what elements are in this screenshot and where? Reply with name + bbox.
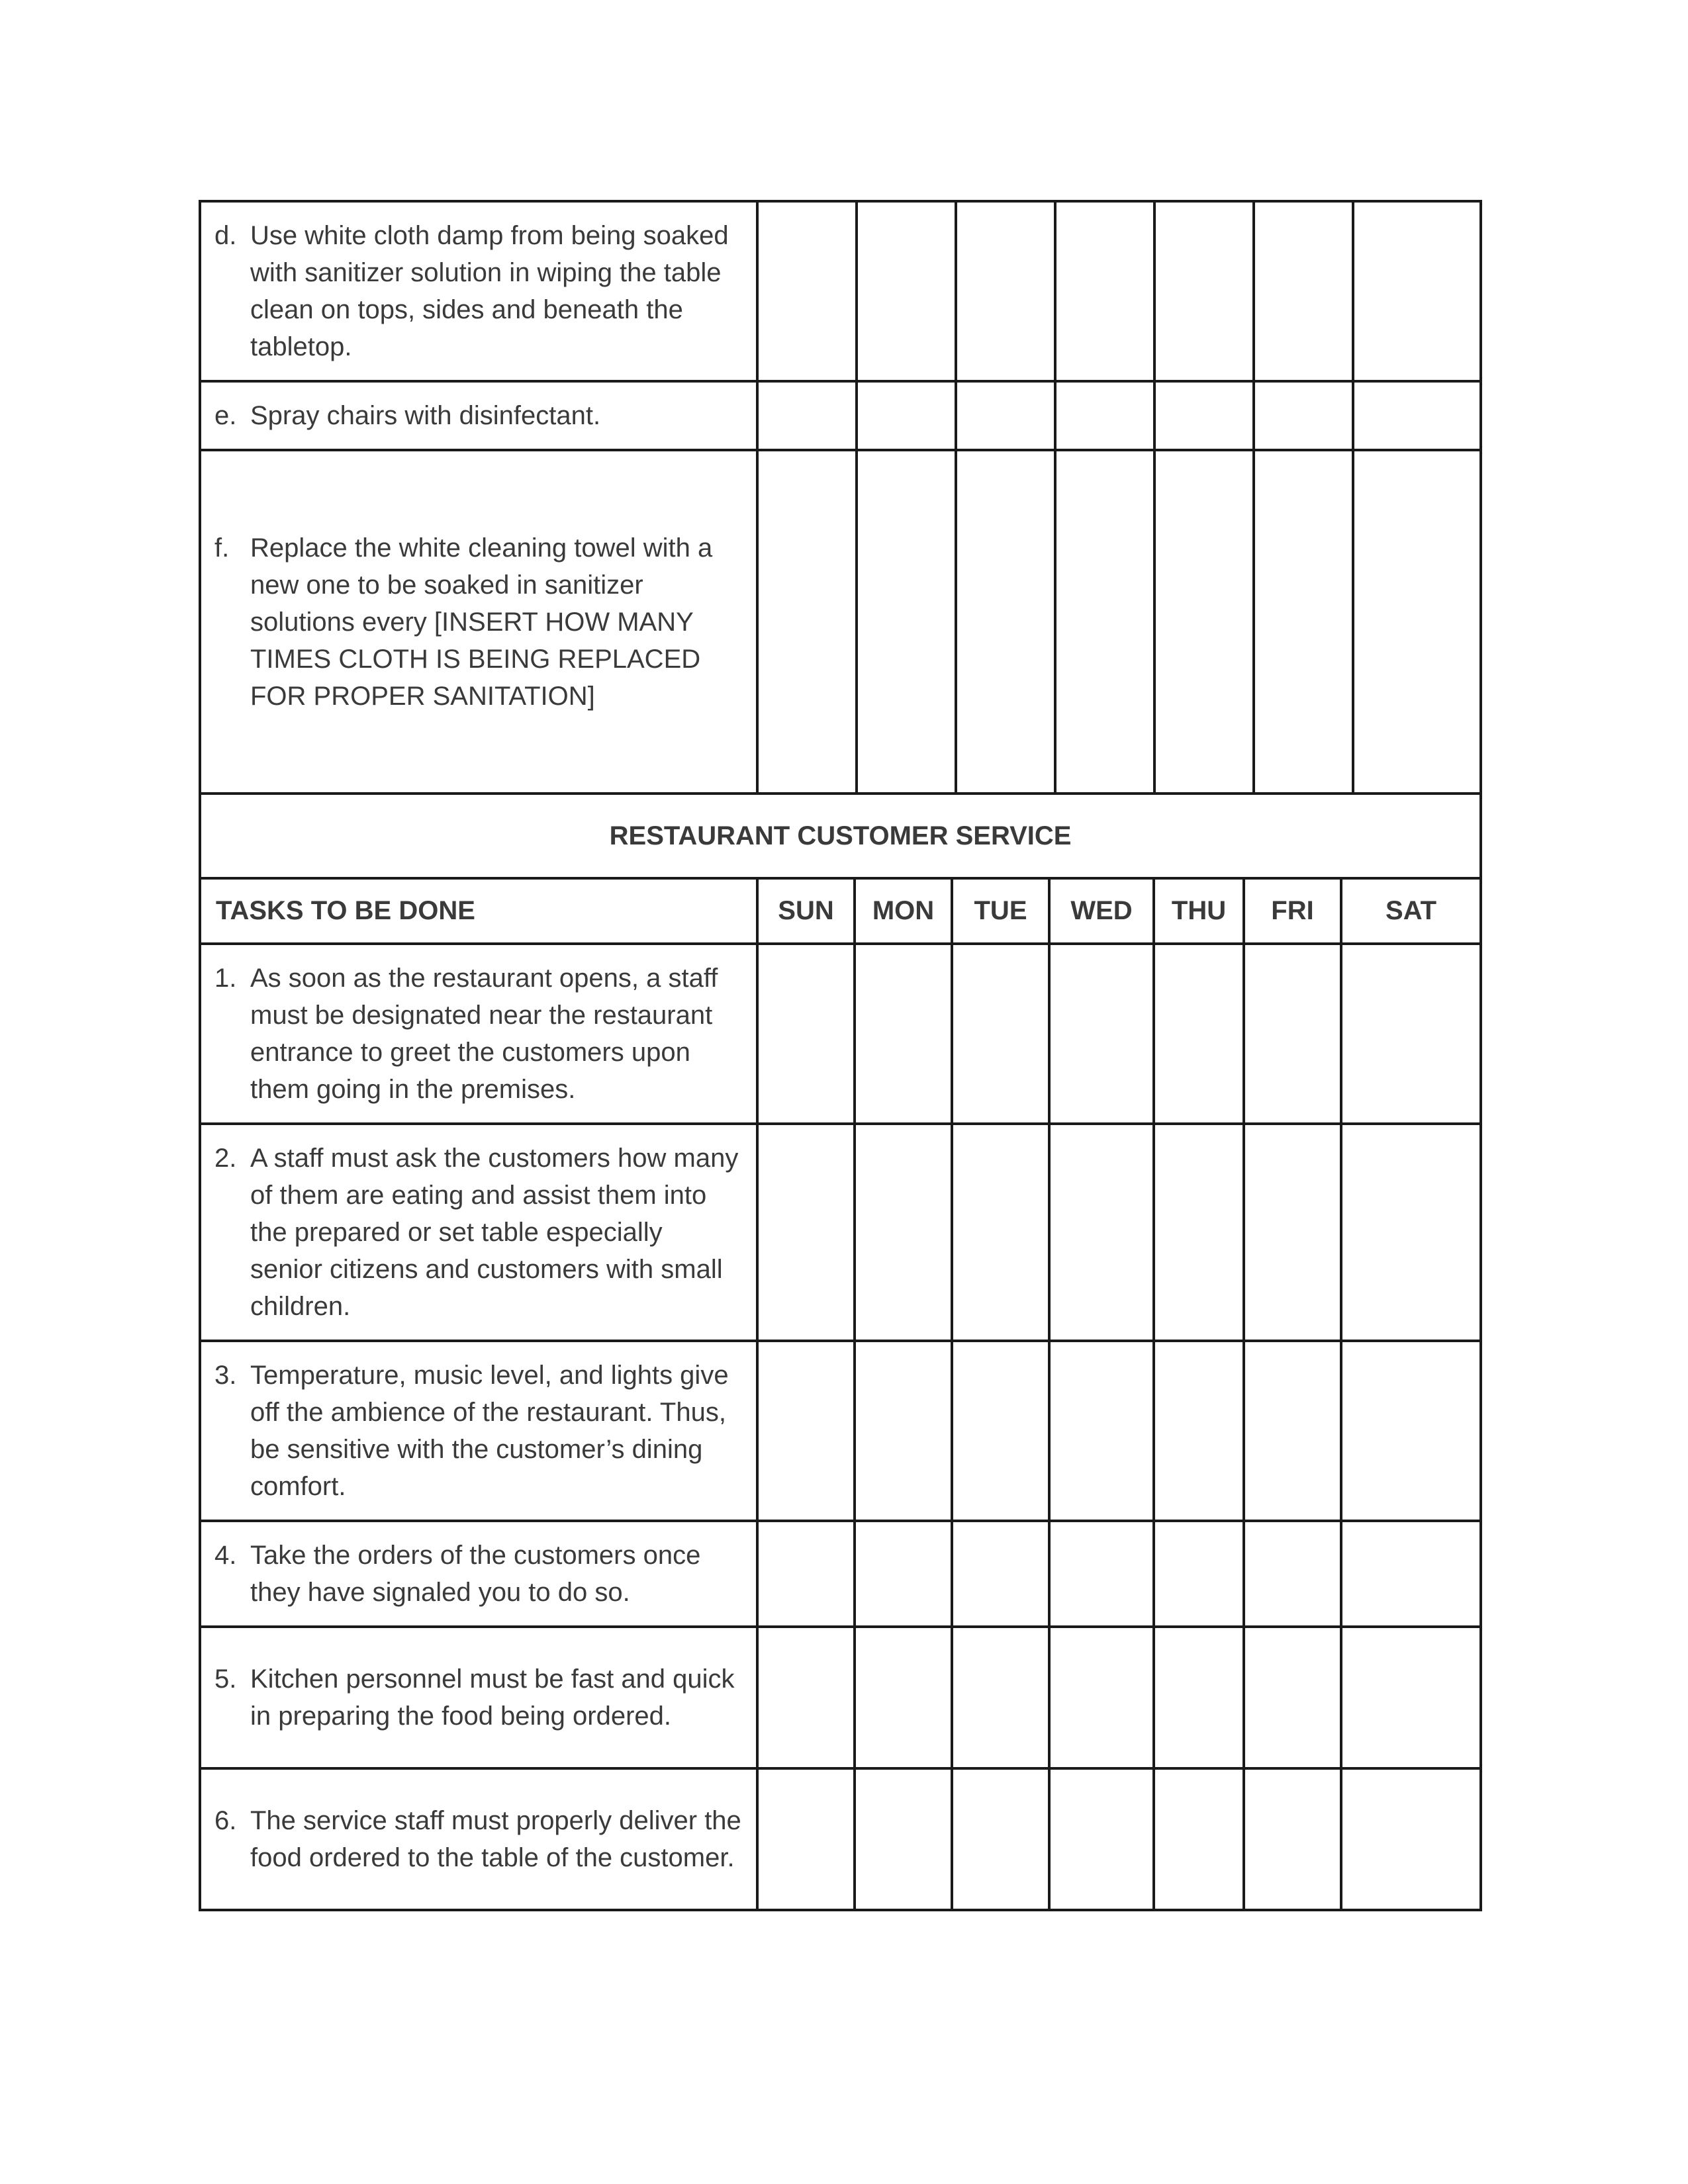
check-cell-thu[interactable] [1154,1768,1244,1910]
table-row [200,1341,1481,1521]
check-cell-fri[interactable] [1244,1341,1341,1521]
task-text: Replace the white cleaning towel with a new one to be soaked in sanitizer solutions every [INSERT HOW MANY TIMES CLOTH IS BEING REPLACED FOR PROPER SANITATION] [250,533,713,711]
task-cell [200,381,757,450]
check-cell-sun[interactable] [757,381,857,450]
check-cell-fri[interactable] [1254,381,1353,450]
list-marker: 6. [214,1806,237,1835]
check-cell-tue[interactable] [952,1627,1049,1768]
check-cell-wed[interactable] [1049,1124,1154,1341]
check-cell-thu[interactable] [1154,381,1254,450]
check-cell-tue[interactable] [956,450,1055,794]
check-cell-sat[interactable] [1353,201,1481,381]
check-cell-tue[interactable] [952,1341,1049,1521]
day-header-sat: SAT [1341,878,1481,944]
check-cell-wed[interactable] [1049,1521,1154,1627]
check-cell-sat[interactable] [1353,450,1481,794]
task-text: As soon as the restaurant opens, a staff must be designated near the restaurant entrance to greet the customers upon them going in the premises. [250,964,718,1104]
task-text: Take the orders of the customers once they have signaled you to do so. [250,1541,701,1607]
list-marker: f. [214,533,230,563]
check-cell-wed[interactable] [1049,1768,1154,1910]
task-text: The service staff must properly deliver the food ordered to the table of the customer. [250,1806,741,1872]
table-row [200,201,1481,381]
section-title-row [200,794,1481,878]
check-cell-thu[interactable] [1154,201,1254,381]
check-cell-sat[interactable] [1341,1341,1481,1521]
day-header-fri: FRI [1244,878,1341,944]
tasks-column-header: TASKS TO BE DONE [200,878,757,944]
check-cell-wed[interactable] [1055,201,1154,381]
check-cell-fri[interactable] [1254,450,1353,794]
check-cell-mon[interactable] [855,1124,952,1341]
check-cell-mon[interactable] [857,381,956,450]
check-cell-sun[interactable] [757,1521,855,1627]
check-cell-mon[interactable] [855,1768,952,1910]
check-cell-sat[interactable] [1341,944,1481,1124]
table-row [200,944,1481,1124]
check-cell-fri[interactable] [1244,1521,1341,1627]
task-text: Spray chairs with disinfectant. [250,401,601,430]
check-cell-mon[interactable] [855,944,952,1124]
check-cell-thu[interactable] [1154,1341,1244,1521]
task-text: Kitchen personnel must be fast and quick in preparing the food being ordered. [250,1664,735,1731]
check-cell-mon[interactable] [857,450,956,794]
check-cell-thu[interactable] [1154,450,1254,794]
check-cell-sat[interactable] [1341,1124,1481,1341]
check-cell-tue[interactable] [952,1768,1049,1910]
check-cell-thu[interactable] [1154,944,1244,1124]
task-cell [200,1124,757,1341]
day-header-mon: MON [855,878,952,944]
task-text: Temperature, music level, and lights give off the ambience of the restaurant. Thus, be sensitive with the customer’s dining comfort. [250,1361,729,1501]
check-cell-thu[interactable] [1154,1521,1244,1627]
check-cell-sun[interactable] [757,944,855,1124]
check-cell-sun[interactable] [757,450,857,794]
check-cell-tue[interactable] [952,1124,1049,1341]
check-cell-mon[interactable] [857,201,956,381]
list-marker: d. [214,221,237,250]
table-row [200,1124,1481,1341]
check-cell-wed[interactable] [1055,381,1154,450]
table-row [200,450,1481,794]
list-marker: 4. [214,1541,237,1570]
section-title: RESTAURANT CUSTOMER SERVICE [200,794,1481,878]
list-marker: 1. [214,964,237,993]
task-text: Use white cloth damp from being soaked with sanitizer solution in wiping the table clean on tops, sides and beneath the tabletop. [250,221,729,361]
check-cell-sun[interactable] [757,1341,855,1521]
check-cell-sat[interactable] [1341,1521,1481,1627]
check-cell-tue[interactable] [952,1521,1049,1627]
check-cell-tue[interactable] [952,944,1049,1124]
check-cell-mon[interactable] [855,1521,952,1627]
task-cell [200,1521,757,1627]
check-cell-sun[interactable] [757,1124,855,1341]
check-cell-sun[interactable] [757,1627,855,1768]
task-cell [200,450,757,794]
day-header-thu: THU [1154,878,1244,944]
table-row [200,1521,1481,1627]
check-cell-thu[interactable] [1154,1627,1244,1768]
check-cell-thu[interactable] [1154,1124,1244,1341]
list-marker: 2. [214,1144,237,1173]
task-cell [200,1768,757,1910]
check-cell-fri[interactable] [1244,1627,1341,1768]
check-cell-wed[interactable] [1049,1341,1154,1521]
table-row [200,1627,1481,1768]
check-cell-fri[interactable] [1244,944,1341,1124]
check-cell-sat[interactable] [1353,381,1481,450]
task-cell [200,1341,757,1521]
check-cell-fri[interactable] [1244,1768,1341,1910]
check-cell-wed[interactable] [1055,450,1154,794]
check-cell-sun[interactable] [757,201,857,381]
check-cell-tue[interactable] [956,201,1055,381]
task-text: A staff must ask the customers how many of them are eating and assist them into the prepared or set table especially senior citizens and customers with small children. [250,1144,739,1321]
check-cell-wed[interactable] [1049,944,1154,1124]
list-marker: 5. [214,1664,237,1694]
task-cell [200,201,757,381]
check-cell-sat[interactable] [1341,1768,1481,1910]
header-row [200,878,1481,944]
list-marker: e. [214,401,237,430]
check-cell-mon[interactable] [855,1341,952,1521]
check-cell-tue[interactable] [956,381,1055,450]
table-row [200,1768,1481,1910]
check-cell-fri[interactable] [1254,201,1353,381]
check-cell-mon[interactable] [855,1627,952,1768]
day-header-sun: SUN [757,878,855,944]
check-cell-fri[interactable] [1244,1124,1341,1341]
check-cell-sat[interactable] [1341,1627,1481,1768]
customer-service-table [199,792,1482,1911]
sanitation-checklist-table [199,200,1482,795]
table-row [200,381,1481,450]
check-cell-sun[interactable] [757,1768,855,1910]
check-cell-wed[interactable] [1049,1627,1154,1768]
list-marker: 3. [214,1361,237,1390]
task-cell [200,1627,757,1768]
day-header-tue: TUE [952,878,1049,944]
task-cell [200,944,757,1124]
day-header-wed: WED [1049,878,1154,944]
